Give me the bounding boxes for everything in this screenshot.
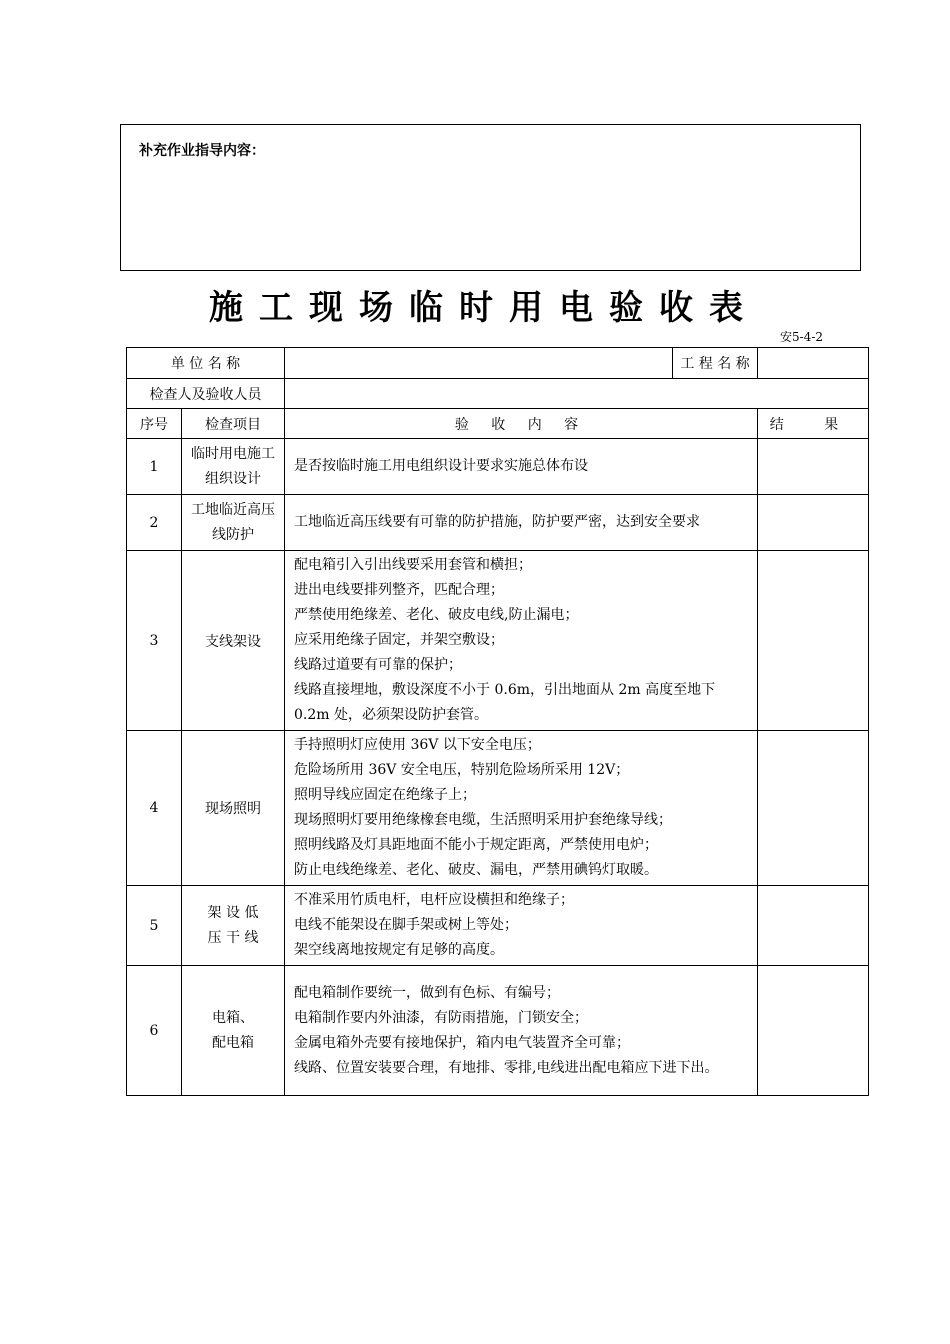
content-line: 线路、位置安装要合理，有地排、零排,电线进出配电箱应下进下出。 <box>294 1059 719 1076</box>
acceptance-content <box>285 439 758 495</box>
check-item: 支线架设 <box>182 551 285 731</box>
table-row <box>127 886 869 966</box>
content-line: 架空线离地按规定有足够的高度。 <box>294 942 505 958</box>
table-row <box>127 966 869 1096</box>
content-line: 电线不能架设在脚手架或树上等处； <box>294 917 519 933</box>
result-field[interactable] <box>758 439 869 495</box>
content-line: 防止电线绝缘差、老化、破皮、漏电，严禁用碘钨灯取暖。 <box>294 862 659 878</box>
inspector-row <box>127 379 869 409</box>
content-line: 危险场所用 36V 安全电压，特别危险场所采用 12V； <box>294 762 630 778</box>
acceptance-content <box>285 886 758 966</box>
content-line: 线路过道要有可靠的保护； <box>294 657 463 673</box>
row-number: 4 <box>127 731 182 886</box>
acceptance-content <box>285 551 758 731</box>
acceptance-table <box>126 347 869 1096</box>
content-line: 是否按临时施工用电组织设计要求实施总体布设 <box>294 458 589 474</box>
supplementary-instructions-label: 补充作业指导内容： <box>139 143 265 159</box>
check-item <box>182 886 285 966</box>
column-header-row <box>127 409 869 439</box>
col-header-no: 序号 <box>127 409 182 439</box>
table-row <box>127 439 869 495</box>
content-line: 配电箱引入引出线要采用套管和横担； <box>294 557 533 573</box>
content-line: 工地临近高压线要有可靠的防护措施，防护要严密，达到安全要求 <box>294 514 701 530</box>
row-number: 5 <box>127 886 182 966</box>
col-header-item: 检查项目 <box>182 409 285 439</box>
check-item: 现场照明 <box>182 731 285 886</box>
result-field[interactable] <box>758 886 869 966</box>
table-row <box>127 731 869 886</box>
acceptance-content <box>285 731 758 886</box>
content-line: 金属电箱外壳要有接地保护，箱内电气装置齐全可靠； <box>294 1034 631 1051</box>
content-line: 照明导线应固定在绝缘子上； <box>294 787 477 803</box>
page-title: 施工现场临时用电验收表 <box>209 288 759 328</box>
row-number: 1 <box>127 439 182 495</box>
content-line: 现场照明灯要用绝缘橡套电缆，生活照明采用护套绝缘导线； <box>294 812 673 828</box>
content-line: 进出电线要排列整齐，匹配合理； <box>294 582 505 598</box>
content-line: 电箱制作要内外油漆，有防雨措施，门锁安全； <box>294 1009 589 1026</box>
project-name-label: 工 程 名 称 <box>673 348 758 379</box>
table-row <box>127 551 869 731</box>
table-row <box>127 495 869 551</box>
project-name-field[interactable] <box>758 348 869 379</box>
check-item-line: 配电箱 <box>212 1034 254 1051</box>
row-number: 3 <box>127 551 182 731</box>
check-item <box>182 966 285 1096</box>
inspector-label: 检查人及验收人员 <box>127 379 285 409</box>
content-line: 应采用绝缘子固定，并架空敷设； <box>294 632 505 648</box>
check-item-line: 电箱、 <box>212 1009 254 1026</box>
acceptance-content <box>285 966 758 1096</box>
content-line: 配电箱制作要统一，做到有色标、有编号； <box>294 984 561 1001</box>
row-number: 2 <box>127 495 182 551</box>
content-line: 照明线路及灯具距地面不能小于规定距离，严禁使用电炉； <box>294 837 659 853</box>
unit-name-label: 单 位 名 称 <box>127 348 285 379</box>
check-item: 临时用电施工组织设计 <box>182 439 285 495</box>
result-field[interactable] <box>758 731 869 886</box>
unit-project-row <box>127 348 869 379</box>
row-number: 6 <box>127 966 182 1096</box>
acceptance-content <box>285 495 758 551</box>
content-line: 不准采用竹质电杆，电杆应设横担和绝缘子； <box>294 892 575 908</box>
content-line: 严禁使用绝缘差、老化、破皮电线,防止漏电； <box>294 607 579 623</box>
supplementary-instructions-box <box>120 124 861 271</box>
form-number: 安5-4-2 <box>780 330 824 344</box>
check-item-line: 架 设 低 <box>207 904 259 921</box>
col-header-result: 结 果 <box>758 409 869 439</box>
unit-name-field[interactable] <box>285 348 673 379</box>
col-header-content: 验 收 内 容 <box>285 409 758 439</box>
result-field[interactable] <box>758 966 869 1096</box>
result-field[interactable] <box>758 551 869 731</box>
check-item: 工地临近高压线防护 <box>182 495 285 551</box>
check-item-line: 压 干 线 <box>207 929 259 946</box>
content-line: 手持照明灯应使用 36V 以下安全电压； <box>294 737 541 753</box>
inspector-field[interactable] <box>285 379 869 409</box>
result-field[interactable] <box>758 495 869 551</box>
content-line: 线路直接埋地，敷设深度不小于 0.6m，引出地面从 2m 高度至地下 0.2m 处，必须架设防护套管。 <box>294 682 716 723</box>
